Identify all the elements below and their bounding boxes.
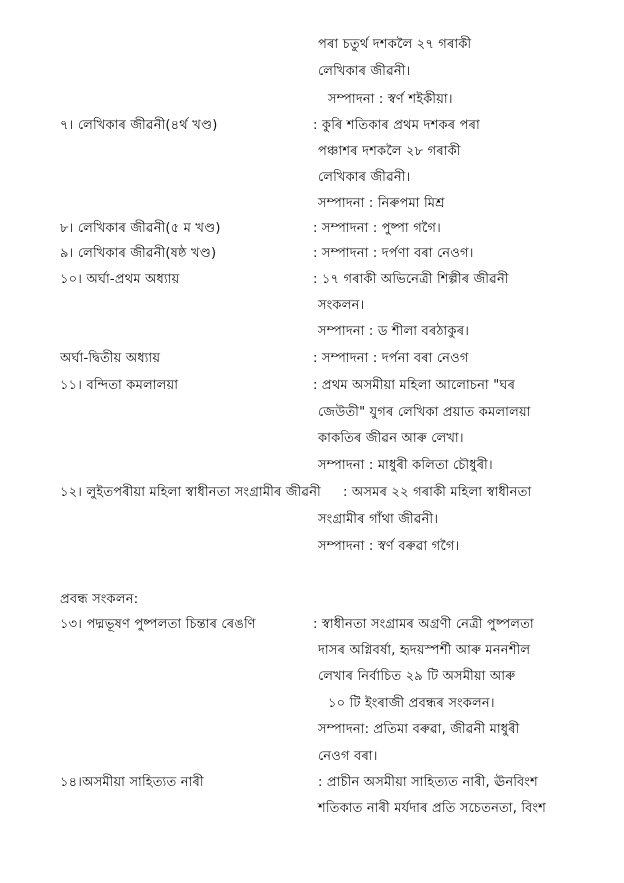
text-line: সম্পাদনা : স্বৰ্ণ শইকীয়া।: [328, 92, 453, 107]
entry-description: : কুৰি শতিকাৰ প্ৰথম দশকৰ পৰা: [313, 118, 480, 133]
text-line: সম্পাদনা : নিৰুপমা মিশ্ৰ: [318, 196, 445, 211]
text-line: দাসৰ অগ্নিবৰ্ষা, হৃদয়স্পৰ্শী আৰু মননশীল: [318, 643, 531, 658]
entry-title: ১০। অৰ্ঘা-প্ৰথম অধ্যায়: [60, 272, 180, 287]
text-line: সম্পাদনা : ড শীলা বৰঠাকুৰ।: [318, 324, 470, 339]
entry-description: : ১৭ গৰাকী অভিনেত্ৰী শিল্পীৰ জীৱনী: [313, 272, 509, 287]
text-line: লেখিকাৰ জীৱনী।: [318, 64, 411, 79]
text-line: সংকলন।: [318, 298, 365, 313]
text-line: সম্পাদনা: প্ৰতিমা বৰুৱা, জীৱনী মাধুৰী: [318, 722, 520, 737]
entry-description: : প্ৰাচীন অসমীয়া সাহিত্যত নাৰী, ঊনবিংশ: [318, 775, 538, 790]
text-line: নেওগ বৰা।: [318, 749, 378, 764]
text-line: সম্পাদনা : স্বৰ্ণ বৰুৱা গগৈ।: [318, 539, 460, 554]
entry-title: ৭। লেখিকাৰ জীৱনী(৪ৰ্থ খণ্ড): [60, 118, 218, 133]
text-line: সম্পাদনা : মাধুৰী কলিতা চৌধুৰী।: [318, 458, 493, 473]
entry-description: : সম্পাদনা : দৰ্পণা বৰা নেওগ।: [313, 246, 474, 261]
entry-description: : সম্পাদনা : পুষ্পা গগৈ।: [313, 221, 441, 236]
text-line: ১০ টি ইংৰাজী প্ৰবন্ধৰ সংকলন।: [328, 696, 495, 711]
entry-description: : স্বাধীনতা সংগ্ৰামৰ অগ্ৰণী নেত্ৰী পুষ্পলতা: [313, 617, 534, 632]
text-line: পৰা চতুৰ্থ দশকলৈ ২৭ গৰাকী: [318, 37, 472, 52]
text-line: শতিকাত নাৰী মৰ্যদাৰ প্ৰতি সচেতনতা, বিংশ: [318, 801, 547, 816]
entry-title: ১১। বন্দিতা কমলালয়া: [60, 378, 179, 393]
entry-title: ১৪।অসমীয়া সাহিত্যত নাৰী: [60, 775, 204, 790]
entry-title: ১২। লুইতপৰীয়া মহিলা স্বাধীনতা সংগ্ৰামীৰ জীৱনী: [60, 485, 321, 500]
entry-title: অৰ্ঘা-দ্বিতীয় অধ্যায়: [60, 351, 161, 366]
text-line: পঞ্চাশৰ দশকলৈ ২৮ গৰাকী: [318, 144, 461, 159]
text-line: সংগ্ৰামীৰ গাঁথা জীৱনী।: [318, 512, 439, 527]
entry-title: ১৩। পদ্মভূষণ পুষ্পলতা চিন্তাৰ ৰেঙণি: [60, 617, 256, 632]
text-line: কাকতিৰ জীৱন আৰু লেখা।: [318, 431, 464, 446]
entry-description: : সম্পাদনা : দৰ্পনা বৰা নেওগ: [313, 351, 469, 366]
section-heading: প্ৰবন্ধ সংকলন:: [60, 592, 139, 607]
entry-title: ৮। লেখিকাৰ জীৱনী(৫ ম খণ্ড): [60, 221, 221, 236]
text-line: জেউতী" যুগৰ লেখিকা প্ৰয়াত কমলালয়া: [318, 405, 531, 420]
entry-title: ৯। লেখিকাৰ জীৱনী(ষষ্ঠ খণ্ড): [60, 246, 217, 261]
text-line: লেখাৰ নিৰ্বাচিত ২৯ টি অসমীয়া আৰু: [318, 669, 516, 684]
entry-description: : প্ৰথম অসমীয়া মহিলা আলোচনা "ঘৰ: [313, 378, 516, 393]
text-line: লেখিকাৰ জীৱনী।: [318, 170, 411, 185]
entry-description: : অসমৰ ২২ গৰাকী মহিলা স্বাধীনতা: [343, 485, 532, 500]
